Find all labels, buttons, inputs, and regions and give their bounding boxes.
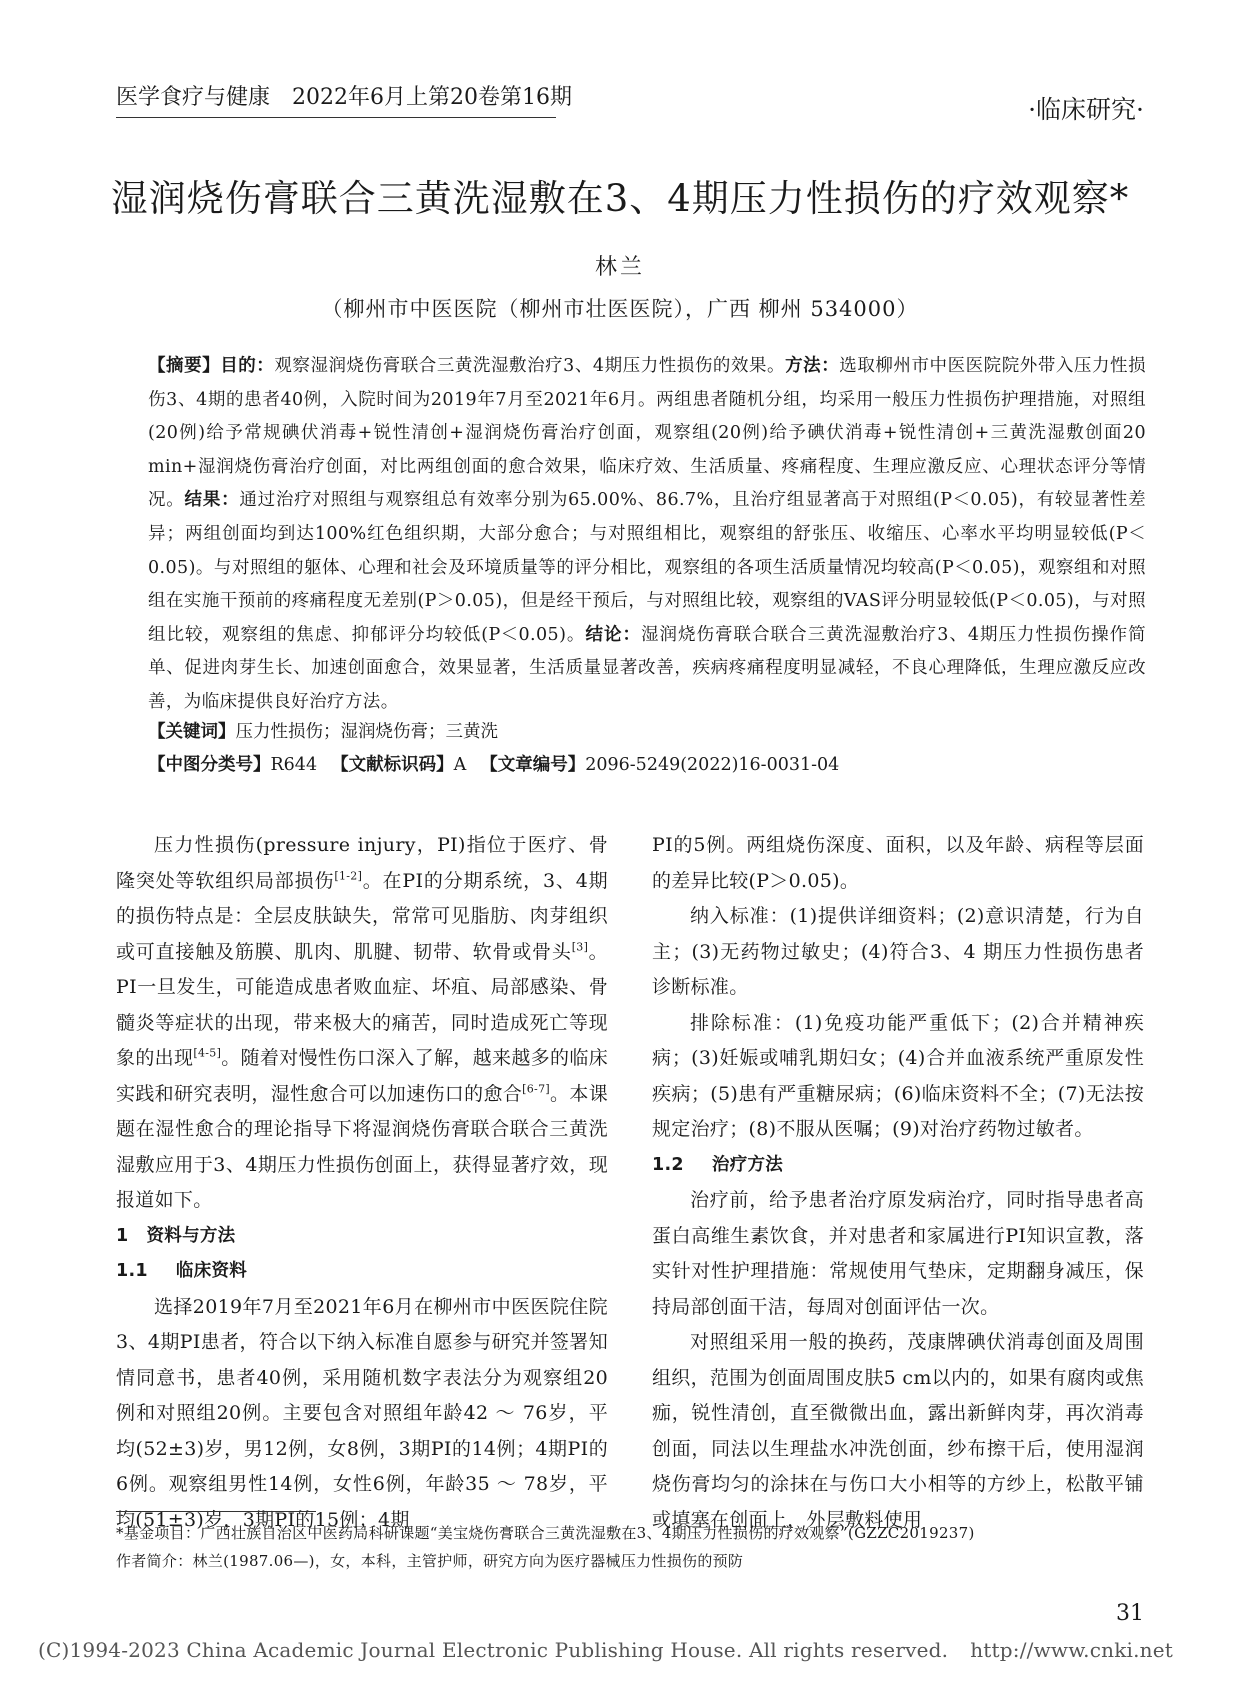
subsection-number: 1.1: [116, 1261, 148, 1281]
doc-code-label: 【文献标识码】: [331, 755, 454, 775]
abstract-result: 通过治疗对照组与观察组总有效率分别为65.00%、86.7%，且治疗组显著高于对照组(P＜0.05)，有较显著性差异；两组创面均到达100%红色组织期，大部分愈合；与对照组相比，观察组的舒张压、收缩压、心率水平均明显较低(P＜0.05)。与对照组的躯体、心理和社会及环境质量等的评分相比，观察组的各项生活质量情况均较高(P＜0.05)，观察组和对照组在实施干预前的疼痛程度无差别(P＞0.05)，但是经干预后，与对照组比较，观察组的VAS评分明显较低(P＜0.05)，与对照组比较，观察组的焦虑、抑郁评分均较低(P＜0.05)。: [148, 490, 1147, 645]
fund-note: *基金项目：广西壮族自治区中医药局科研课题“美宝烧伤膏联合三黄洗湿敷在3、4期压力性损伤的疗效观察”(GZZC2019237): [116, 1524, 975, 1542]
subsection-number: 1.2: [652, 1154, 684, 1175]
header-rule: [116, 117, 556, 118]
footnote-rule: [116, 1511, 316, 1512]
copyright-text: (C)1994-2023 China Academic Journal Electronic Publishing House. All rights reserved.: [38, 1638, 949, 1662]
doc-code-value: A: [453, 755, 467, 775]
section-label: ·临床研究·: [1028, 95, 1144, 124]
section-heading-1: [116, 1219, 608, 1255]
citation-1: [1-2]: [334, 869, 363, 883]
subsection-heading-1-1: [116, 1254, 608, 1290]
issue-info: 2022年6月上第20卷第16期: [292, 85, 572, 110]
purpose-label: 目的：: [220, 356, 275, 376]
intro-text-5: 。本课题在湿性愈合的理论指导下将湿润烧伤膏联合联合三黄洗湿敷应用于3、4期压力性损伤创面上，获得显著疗效，现报道如下。: [116, 1082, 608, 1211]
conclusion-label: 结论：: [585, 624, 641, 645]
footnote: [116, 1519, 1146, 1575]
inclusion-criteria: 纳入标准：(1)提供详细资料；(2)意识清楚，行为自主；(3)无药物过敏史；(4)符合3、4 期压力性损伤患者诊断标准。: [652, 905, 1144, 998]
body-column-right: [652, 828, 1144, 1538]
author-affiliation: （柳州市中医医院（柳州市壮医医院），广西 柳州 534000）: [321, 297, 919, 321]
page-number: 31: [1116, 1601, 1144, 1626]
abstract-method: 选取柳州市中医医院院外带入压力性损伤3、4期的患者40例，入院时间为2019年7月至2021年6月。两组患者随机分组，均采用一般压力性损伤护理措施，对照组(20例)给予常规碘伏消毒+锐性清创+湿润烧伤膏治疗创面，观察组(20例)给予碘伏消毒+锐性清创+三黄洗湿敷创面20 min+湿润烧伤膏治疗创面，对比两组创面的愈合效果，临床疗效、生活质量、疼痛程度、生理应激反应、心理状态评分等情况。: [148, 356, 1146, 511]
abstract-conclusion: 湿润烧伤膏联合联合三黄洗湿敷治疗3、4期压力性损伤操作简单、促进肉芽生长、加速创面愈合，效果显著，生活质量显著改善，疾病疼痛程度明显减轻，不良心理降低，生理应激反应改善，为临床提供良好治疗方法。: [148, 624, 1147, 712]
intro-text-2: 。在PI的分期系统，3、4期的损伤特点是：全层皮肤缺失，常常可见脂肪、肉芽组织或可直接触及筋膜、肌肉、肌腱、韧带、软骨或骨头: [116, 869, 608, 963]
method-label: 方法：: [785, 356, 840, 376]
keywords-text: 压力性损伤；湿润烧伤膏；三黄洗: [235, 722, 498, 742]
intro-text-4: 。随着对慢性伤口深入了解，越来越多的临床实践和研究表明，湿性愈合可以加速伤口的愈合: [116, 1047, 608, 1105]
citation-4: [6-7]: [522, 1082, 550, 1096]
intro-text-3: 。PI一旦发生，可能造成患者败血症、坏疽、局部感染、骨髓炎等症状的出现，带来极大的痛苦，同时造成死亡等现象的出现: [116, 940, 608, 1069]
exclusion-criteria: 排除标准：(1)免疫功能严重低下；(2)合并精神疾病；(3)妊娠或哺乳期妇女；(4)合并血液系统严重原发性疾病；(5)患有严重糖尿病；(6)临床资料不全；(7)无法按规定治疗；(8)不服从医嘱；(9)对治疗药物过敏者。: [652, 1011, 1144, 1140]
citation-3: [4-5]: [193, 1046, 222, 1060]
author-name: 林兰: [594, 255, 645, 280]
classification-line: [148, 751, 839, 776]
intro-paragraph: [116, 828, 608, 1219]
article-number-value: 2096-5249(2022)16-0031-04: [585, 755, 840, 775]
article-number-label: 【文章编号】: [480, 755, 586, 775]
subsection-heading-1-2: [652, 1148, 1144, 1184]
cnki-link[interactable]: http://www.cnki.net: [970, 1638, 1174, 1662]
running-header: [116, 80, 572, 111]
clc-label: 【中图分类号】: [148, 755, 271, 775]
section-title: 资料与方法: [146, 1225, 236, 1246]
abstract-label: 【摘要】: [148, 356, 221, 376]
copyright-line: [38, 1638, 1173, 1662]
subsection-title: 临床资料: [175, 1261, 248, 1281]
keywords-line: [148, 718, 498, 743]
treatment-paragraph-2: 对照组采用一般的换药，茂康牌碘伏消毒创面及周围组织，范围为创面周围皮肤5 cm以内的，如果有腐肉或焦痂，锐性清创，直至微微出血，露出新鲜肉芽，再次消毒创面，同法以生理盐水冲洗创面，纱布擦干后，使用湿润烧伤膏均匀的涂抹在与伤口大小相等的方纱上，松散平铺或填塞在创面上，外层敷料使用: [652, 1331, 1144, 1531]
citation-2: [3]: [571, 940, 589, 954]
clinical-data-continued: PI的5例。两组烧伤深度、面积，以及年龄、病程等层面的差异比较(P＞0.05)。: [652, 834, 1144, 892]
keywords-label: 【关键词】: [148, 722, 236, 742]
clc-value: R644: [270, 755, 318, 775]
article-title: 湿润烧伤膏联合三黄洗湿敷在3、4期压力性损伤的疗效观察*: [110, 177, 1130, 220]
body-column-left: [116, 828, 608, 1538]
subsection-title: 治疗方法: [711, 1154, 784, 1175]
abstract: [116, 350, 1146, 720]
journal-name: 医学食疗与健康: [116, 85, 271, 110]
intro-text-1: 压力性损伤(pressure injury，PI)指位于医疗、骨隆突处等软组织局部损伤: [116, 834, 608, 892]
treatment-paragraph-1: 治疗前，给予患者治疗原发病治疗，同时指导患者高蛋白高维生素饮食，并对患者和家属进行PI知识宣教，落实针对性护理措施：常规使用气垫床，定期翻身减压，保持局部创面干洁，每周对创面评估一次。: [652, 1189, 1144, 1318]
clinical-data-paragraph: 选择2019年7月至2021年6月在柳州市中医医院住院3、4期PI患者，符合以下纳入标准自愿参与研究并签署知情同意书，患者40例，采用随机数字表法分为观察组20例和对照组20例。主要包含对照组年龄42 ～ 76岁，平均(52±3)岁，男12例，女8例，3期PI的14例；4期PI的6例。观察组男性14例，女性6例，年龄35 ～ 78岁，平均(51±3)岁，3期PI的15例；4期: [116, 1295, 608, 1531]
result-label: 结果：: [184, 490, 240, 511]
section-number: 1: [116, 1225, 129, 1246]
author-bio: 作者简介：林兰(1987.06—)，女，本科，主管护师，研究方向为医疗器械压力性损伤的预防: [116, 1552, 744, 1570]
abstract-purpose: 观察湿润烧伤膏联合三黄洗湿敷治疗3、4期压力性损伤的效果。: [274, 356, 786, 376]
